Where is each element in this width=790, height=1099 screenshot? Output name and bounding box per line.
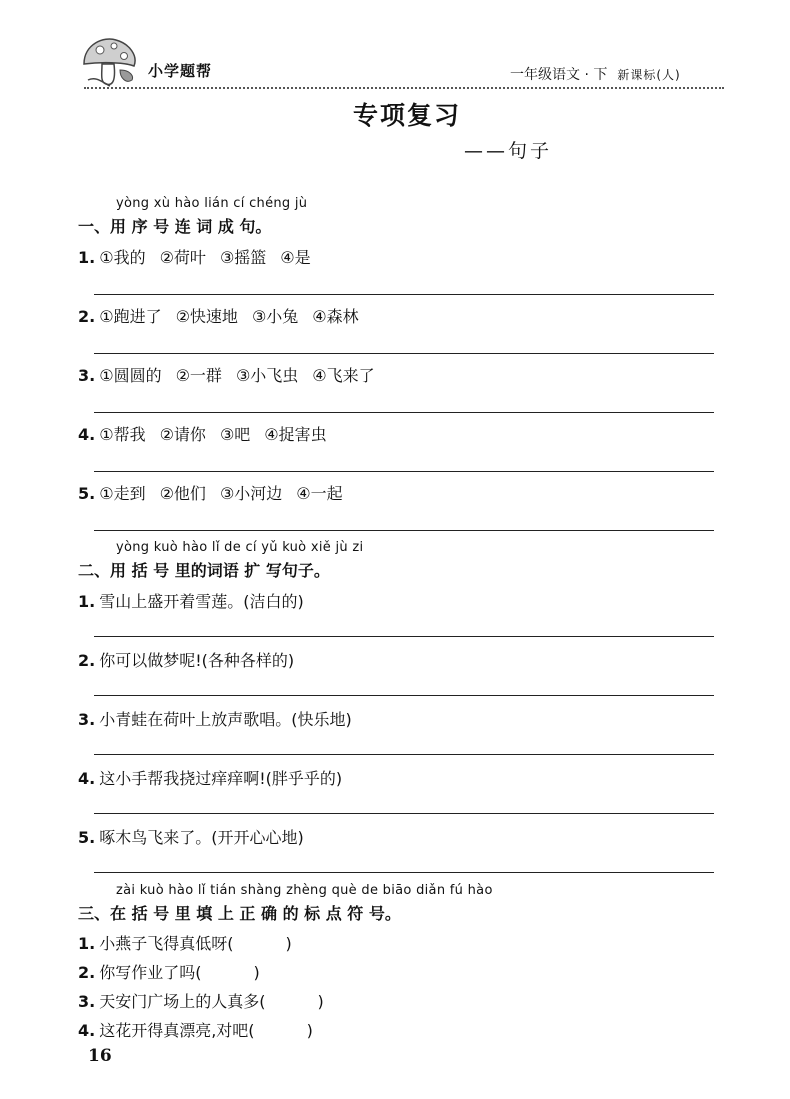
word-option: ②快速地 — [175, 307, 238, 326]
word-option: ④飞来了 — [312, 366, 375, 385]
question-number: 1. — [78, 934, 96, 953]
close-paren: ) — [285, 934, 292, 953]
word-option: ③吧 — [219, 425, 251, 444]
word-option: ②荷叶 — [159, 248, 206, 267]
close-paren: ) — [306, 1021, 313, 1040]
word-option: ①帮我 — [99, 425, 146, 444]
question-number: 3. — [78, 992, 96, 1011]
page-title: 专项复习 — [352, 101, 461, 130]
header-divider — [84, 87, 724, 89]
s3-question-1 — [78, 931, 292, 954]
s3-question-2 — [78, 960, 260, 983]
word-option: ②请你 — [159, 425, 206, 444]
section1-heading: 一、用 序 号 连 词 成 句。 — [78, 217, 272, 236]
question-text: 啄木鸟飞来了。(开开心心地) — [99, 828, 304, 847]
question-number: 3. — [78, 710, 96, 729]
mushroom-logo-icon — [80, 34, 140, 90]
question-number: 1. — [78, 592, 96, 611]
s1-question-1 — [78, 245, 325, 268]
question-number: 5. — [78, 484, 96, 503]
word-option: ③小兔 — [251, 307, 299, 326]
word-option: ④捉害虫 — [264, 425, 327, 444]
s2-question-4 — [78, 766, 342, 789]
word-option: ②一群 — [175, 366, 222, 385]
question-number: 5. — [78, 828, 96, 847]
section3-heading: 三、在 括 号 里 填 上 正 确 的 标 点 符 号。 — [78, 904, 401, 923]
question-number: 4. — [78, 1021, 96, 1040]
close-paren: ) — [253, 963, 260, 982]
s1-question-3 — [78, 363, 389, 386]
s2-question-3 — [78, 707, 352, 730]
word-option: ①跑进了 — [99, 307, 162, 326]
close-paren: ) — [317, 992, 324, 1011]
answer-line[interactable] — [94, 530, 714, 531]
answer-line[interactable] — [94, 294, 714, 295]
word-option: ①我的 — [99, 248, 146, 267]
s2-question-1 — [78, 589, 304, 612]
book-info — [510, 64, 681, 84]
answer-line[interactable] — [94, 754, 714, 755]
s2-question-2 — [78, 648, 294, 671]
answer-line[interactable] — [94, 813, 714, 814]
question-text: 雪山上盛开着雪莲。(洁白的) — [99, 592, 304, 611]
answer-line[interactable] — [94, 636, 714, 637]
s1-question-4 — [78, 422, 341, 445]
s1-question-2 — [78, 304, 373, 327]
word-option: ③小飞虫 — [235, 366, 299, 385]
question-number: 1. — [78, 248, 96, 267]
word-option: ④一起 — [296, 484, 343, 503]
answer-line[interactable] — [94, 471, 714, 472]
question-text: 你可以做梦呢!(各种各样的) — [99, 651, 295, 670]
question-text: 小青蛙在荷叶上放声歌唱。(快乐地) — [99, 710, 352, 729]
edition-label: 新课标(人) — [617, 68, 681, 82]
brand-name: 小学题帮 — [148, 62, 213, 80]
answer-line[interactable] — [94, 412, 714, 413]
s1-question-5 — [78, 481, 357, 504]
word-option: ④森林 — [312, 307, 359, 326]
word-option: ②他们 — [159, 484, 206, 503]
question-number: 2. — [78, 307, 96, 326]
grade-label: 一年级语文 · 下 — [510, 67, 608, 83]
question-number: 4. — [78, 769, 96, 788]
section1-pinyin: yòng xù hào lián cí chéng jù — [116, 196, 308, 211]
answer-line[interactable] — [94, 353, 714, 354]
question-number: 2. — [78, 651, 96, 670]
s2-question-5 — [78, 825, 304, 848]
answer-line[interactable] — [94, 872, 714, 873]
answer-line[interactable] — [94, 695, 714, 696]
word-option: ③小河边 — [219, 484, 283, 503]
s3-question-3 — [78, 989, 324, 1012]
question-text: 天安门广场上的人真多( — [99, 992, 266, 1011]
question-number: 4. — [78, 425, 96, 444]
question-number: 2. — [78, 963, 96, 982]
word-option: ④是 — [280, 248, 311, 267]
question-number: 3. — [78, 366, 96, 385]
word-option: ①圆圆的 — [99, 366, 162, 385]
question-text: 你写作业了吗( — [99, 963, 202, 982]
section2-heading: 二、用 括 号 里的词语 扩 写句子。 — [78, 561, 330, 580]
word-option: ①走到 — [99, 484, 146, 503]
word-option: ③摇篮 — [219, 248, 267, 267]
question-text: 这花开得真漂亮,对吧( — [99, 1021, 255, 1040]
section2-pinyin: yòng kuò hào lǐ de cí yǔ kuò xiě jù zi — [116, 540, 364, 555]
section3-pinyin: zài kuò hào lǐ tián shàng zhèng què de biāo diǎn fú hào — [116, 883, 493, 898]
page-subtitle: ——句子 — [464, 140, 553, 162]
page-number: 16 — [88, 1046, 112, 1066]
question-text: 这小手帮我挠过痒痒啊!(胖乎乎的) — [99, 769, 343, 788]
s3-question-4 — [78, 1018, 313, 1041]
page-header — [0, 0, 790, 92]
question-text: 小燕子飞得真低呀( — [99, 934, 234, 953]
